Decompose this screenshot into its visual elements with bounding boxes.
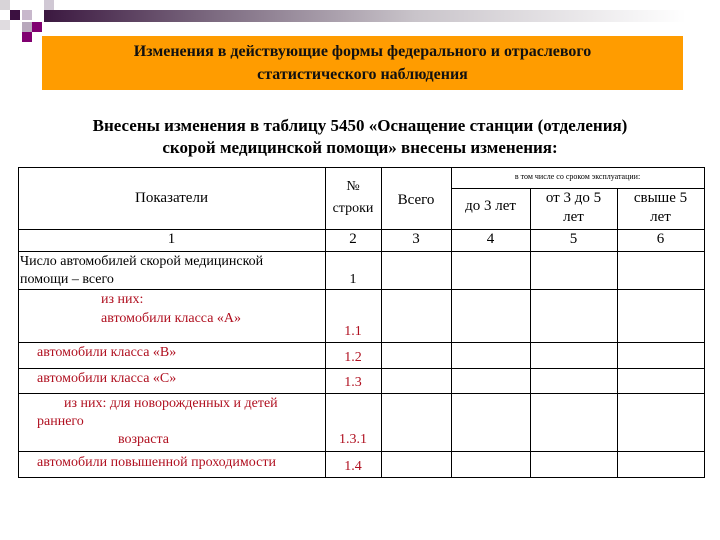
row-label: Число автомобилей скорой медицинской [20, 254, 264, 269]
row-number: 1.3 [344, 375, 362, 390]
header-row: строки [332, 201, 374, 216]
row-label: автомобили класса «С» [37, 371, 177, 386]
row-label: автомобили класса «В» [37, 345, 177, 360]
row-number: 1.4 [344, 459, 362, 474]
change-note [20, 115, 700, 159]
header-total: Всего [397, 192, 435, 208]
col-number: 5 [569, 231, 578, 247]
header-3-to-5: от 3 до 5 [545, 190, 602, 206]
row-number: 1.2 [344, 350, 362, 365]
header-over-5: свыше 5 [633, 190, 688, 206]
row-label: помощи – всего [20, 272, 114, 287]
row-label: раннего [37, 414, 84, 429]
title-banner [42, 36, 683, 90]
row-number: 1 [349, 272, 357, 287]
title-line-2: статистического наблюдения [257, 66, 468, 83]
header-over-5-years: лет [650, 209, 671, 225]
row-number: 1.3.1 [339, 432, 367, 447]
header-up-to-3: до 3 лет [465, 198, 516, 214]
note-line-1: Внесены изменения в таблицу 5450 «Оснащение станции (отделения) [92, 116, 628, 135]
row-label: автомобили повышенной проходимости [37, 455, 276, 470]
row-number: 1.1 [344, 324, 362, 339]
col-number: 3 [412, 231, 420, 247]
col-number: 1 [167, 231, 176, 247]
header-indicators: Показатели [135, 190, 208, 206]
col-number: 4 [486, 231, 495, 247]
group-header: в том числе со сроком эксплуатации: [514, 172, 641, 181]
note-line-2: скорой медицинской помощи» внесены изменения: [162, 138, 558, 157]
header-3-to-5-years: лет [563, 209, 584, 225]
row-label: автомобили класса «А» [101, 311, 242, 326]
row-label: из них: [101, 292, 144, 307]
col-number: 6 [656, 231, 665, 247]
row-label: из них: для новорожденных и детей [64, 396, 278, 411]
col-number: 2 [349, 231, 357, 247]
row-label: возраста [118, 432, 169, 447]
title-line-1: Изменения в действующие формы федерального и отраслевого [133, 43, 592, 60]
header-no: № [346, 179, 360, 194]
